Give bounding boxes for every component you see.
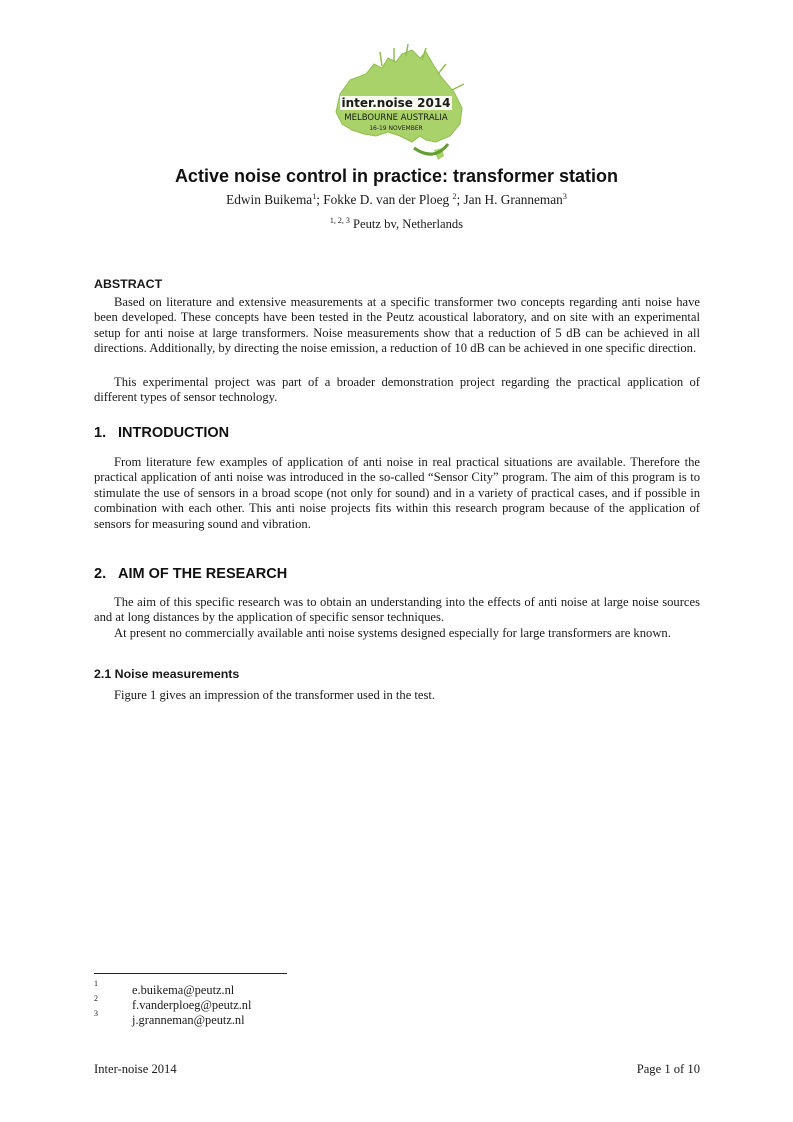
section-2-number: 2. <box>94 566 107 582</box>
footer-conference: Inter-noise 2014 <box>94 1062 177 1076</box>
logo-line1: inter.noise 2014 <box>341 96 451 110</box>
subsection-2-1-heading: 2.1 Noise measurements <box>94 667 240 681</box>
section-1-title: INTRODUCTION <box>118 425 230 441</box>
author-2-sup: 2 <box>452 192 457 201</box>
footnote-1-email[interactable]: e.buikema@peutz.nl <box>132 983 235 997</box>
abstract-paragraph-2: This experimental project was part of a broader demonstration project regarding the practical application of different types of sensor technology. <box>94 375 700 405</box>
section-1-paragraph-1: From literature few examples of application of anti noise in real practical situations are available. Therefore the practical application of anti noise was introduced in the so-called “Sensor City” program. The aim of this program is to stimulate the use of sensors in a broad scope (not only for sound) and in a variety of practical cases, and if possible in combination with each other. This anti noise projects fits within this research program because of the application of sensors for measuring sound and vibration. <box>94 455 700 531</box>
footnote-2-mark: 2 <box>94 994 98 1003</box>
footer-page-number: Page 1 of 10 <box>636 1062 700 1076</box>
author-line <box>0 192 793 208</box>
footnote-3-mark: 3 <box>94 1009 98 1018</box>
footnote-3-email[interactable]: j.granneman@peutz.nl <box>132 1013 245 1027</box>
section-2-paragraph-2: At present no commercially available anti noise systems designed especially for large transformers are known. <box>114 626 671 640</box>
footnote-rule <box>94 973 287 974</box>
footnote-2-email[interactable]: f.vanderploeg@peutz.nl <box>132 998 252 1012</box>
section-2-heading <box>94 566 287 582</box>
author-2: ; Fokke D. van der Ploeg <box>316 192 453 207</box>
author-1-sup: 1 <box>312 192 317 201</box>
section-2-paragraph-3: Figure 1 gives an impression of the transformer used in the test. <box>114 688 436 702</box>
author-1: Edwin Buikema <box>226 192 313 207</box>
section-2-title: AIM OF THE RESEARCH <box>118 566 288 582</box>
abstract-paragraph-1: Based on literature and extensive measurements at a specific transformer two concepts regarding anti noise have been developed. These concepts have been tested in the Peutz acoustical laboratory, and on site with an experimental setup for anti noise at large transformers. Noise measurements show that a reduction of 5 dB can be achieved in all directions. Additionally, by directing the noise emission, a reduction of 10 dB can be achieved in one specific direction. <box>94 295 700 356</box>
australia-map-logo <box>322 44 472 166</box>
logo-line2: MELBOURNE AUSTRALIA <box>344 113 448 123</box>
footnote-1-mark: 1 <box>94 979 98 988</box>
affiliation <box>0 217 793 232</box>
conference-logo <box>322 44 472 166</box>
author-3-sup: 3 <box>562 192 567 201</box>
section-1-heading <box>94 425 229 441</box>
paper-title: Active noise control in practice: transformer station <box>174 166 619 186</box>
section-1-number: 1. <box>94 425 107 441</box>
affiliation-sup: 1, 2, 3 <box>329 216 350 225</box>
affiliation-text: Peutz bv, Netherlands <box>349 217 464 231</box>
author-3: ; Jan H. Granneman <box>456 192 563 207</box>
abstract-heading: ABSTRACT <box>94 277 163 291</box>
logo-line3: 16-19 NOVEMBER <box>369 125 423 132</box>
section-2-paragraph-1: The aim of this specific research was to obtain an understanding into the effects of anti noise at large noise sources and at long distances by the application of specific sensor techniques. <box>94 595 700 625</box>
